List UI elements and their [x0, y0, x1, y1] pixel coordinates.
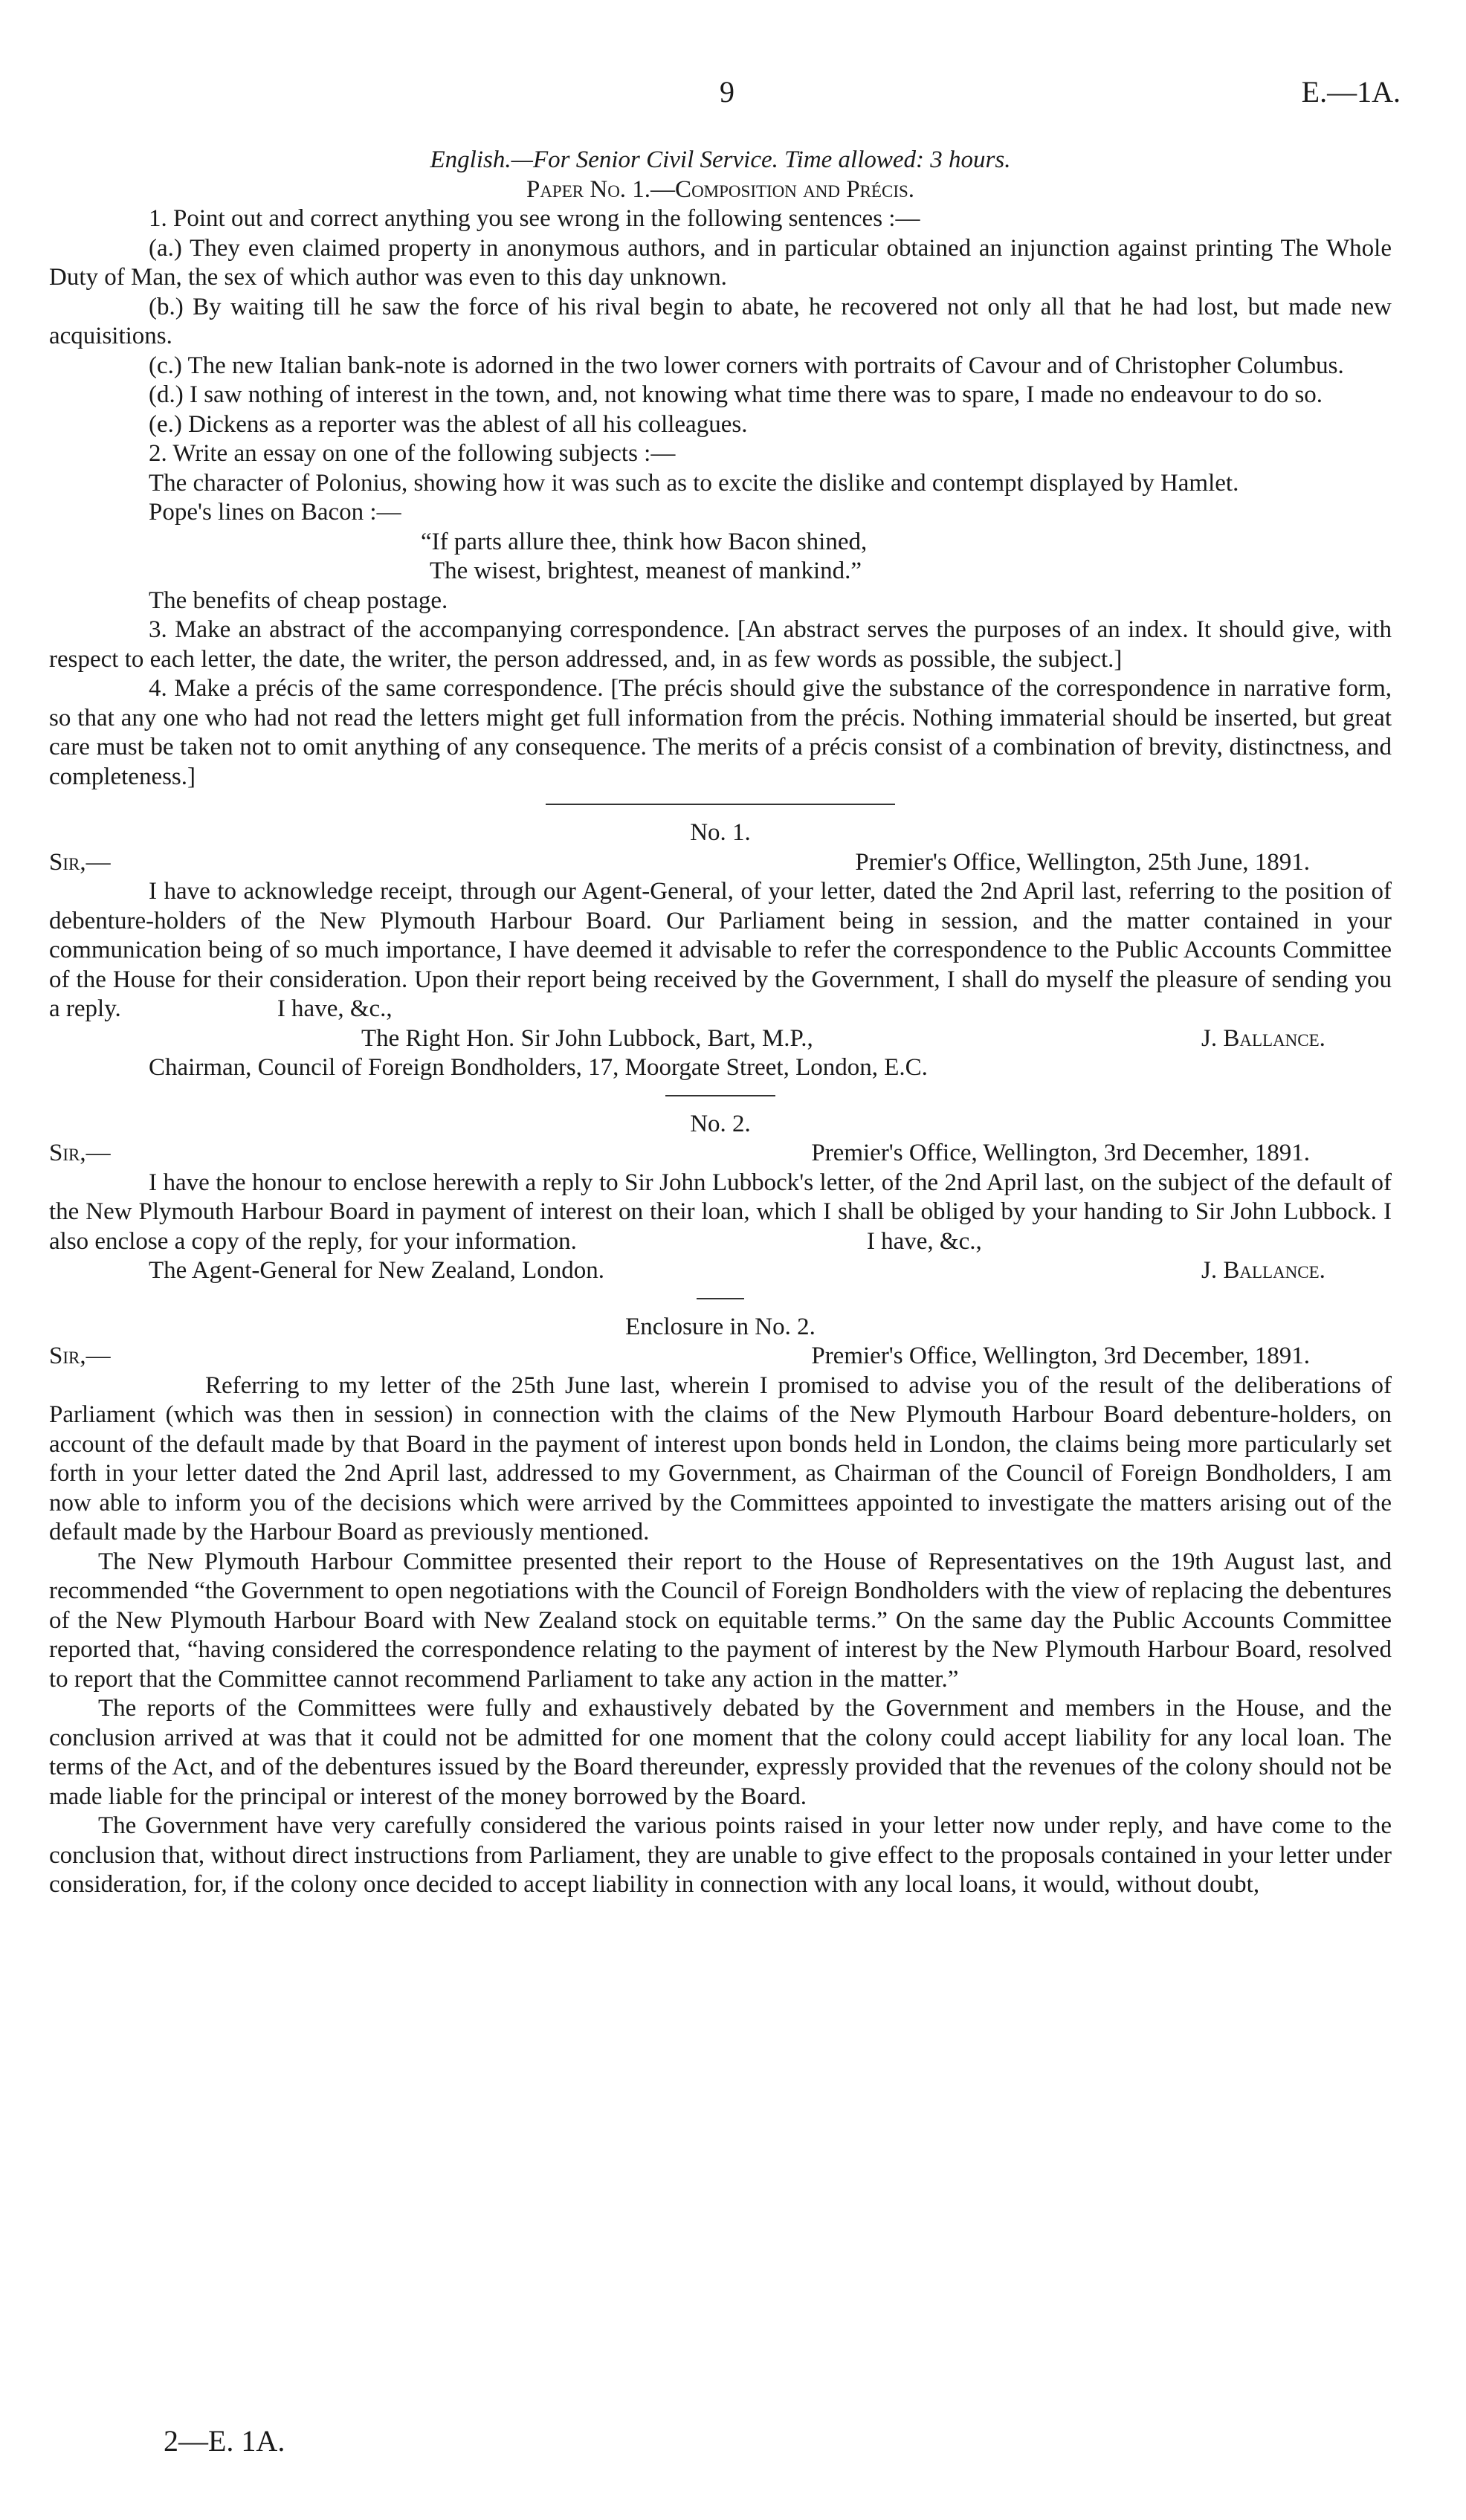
question-1: 1. Point out and correct anything you see wrong in the following sentences :— [149, 205, 920, 232]
enclosure-dateline: Premier's Office, Wellington, 3rd December, 1891. [811, 1343, 1310, 1369]
letter-2-signature: J. Ballance. [1201, 1257, 1325, 1284]
sentence-c: (c.) The new Italian bank-note is adorned in the two lower corners with portraits of Cavour and of Christopher Columbus. [149, 352, 1344, 379]
sentence-d: (d.) I saw nothing of interest in the town, and, not knowing what time there was to spare, I made no endeavour to do so. [149, 381, 1323, 408]
enclosure-paragraph-3: The reports of the Committees were fully and exhaustively debated by the Government and members in the House, and the conclusion arrived at was that it could not be admitted for one moment that the colony could accept liability for any local loan. The terms of the Act, and of the debentures issued by the Board thereunder, expressly provided that the revenues of the colony should not be made liable for the principal or interest of the money borrowed by the Board. [49, 1695, 1392, 1810]
sentence-a: (a.) They even claimed property in anonymous authors, and in particular obtained an injunction against printing The Whole Duty of Man, the sex of which author was even to this day unknown. [49, 234, 1392, 291]
enclosure-salutation: Sir,— [49, 1343, 111, 1369]
paper-title: Paper No. 1.—Composition and Précis. [526, 175, 915, 203]
letter-divider-1 [665, 1095, 775, 1096]
enclosure-heading [49, 1342, 1392, 1372]
letter-1-heading [49, 848, 1392, 878]
enclosure-paragraph-4: The Government have very carefully considered the various points raised in your letter now under reply, and have come to the conclusion that, without direct instructions from Parliament, they are unable to give effect to the proposals contained in your letter under consideration, for, if the colony once decided to accept liability in connection with any local loans, it would, without doubt, [49, 1812, 1392, 1898]
letter-2-body-text: I have the honour to enclose herewith a reply to Sir John Lubbock's letter, of the 2nd April last, on the subject of the default of the New Plymouth Harbour Board in payment of interest on their loan, which I shall be obliged by your handing to Sir John Lubbock. I also enclose a copy of the reply, for your information. [49, 1169, 1392, 1255]
subject-pope: Pope's lines on Bacon :— [149, 499, 401, 526]
letter-1-addressee: The Right Hon. Sir John Lubbock, Bart, M.P., [361, 1024, 813, 1052]
letter-1-addressee-line-2: Chairman, Council of Foreign Bondholders, 17, Moorgate Street, London, E.C. [149, 1054, 928, 1081]
letter-2-addressee: The Agent-General for New Zealand, London. [149, 1257, 605, 1284]
quote-line-2: The wisest, brightest, meanest of mankind.” [430, 558, 862, 584]
enclosure-paragraph-2: The New Plymouth Harbour Committee presented their report to the House of Representatives on the 19th August last, and recommended “the Government to open negotiations with the Council of Foreign Bondholders with the view of replacing the debentures of the New Plymouth Harbour Board with New Zealand stock on equitable terms.” On the same day the Public Accounts Committee reported that, “having considered the correspondence relating to the payment of interest by the New Plymouth Harbour Board, resolved to report that the Committee cannot recommend Parliament to take any action in the matter.” [49, 1548, 1392, 1693]
sentence-e: (e.) Dickens as a reporter was the ablest of all his colleagues. [149, 410, 748, 438]
subject-polonius: The character of Polonius, showing how it was such as to excite the dislike and contempt displayed by Hamlet. [149, 469, 1239, 497]
letter-2-salutation: Sir,— [49, 1140, 111, 1166]
page-number: 9 [720, 75, 734, 109]
letter-1-closing: I have, &c., [277, 995, 393, 1022]
subject-postage: The benefits of cheap postage. [149, 587, 448, 614]
exam-title: English.—For Senior Civil Service. Time allowed: 3 hours. [430, 146, 1011, 173]
letter-2-body [49, 1169, 1392, 1257]
letter-1-salutation: Sir,— [49, 848, 111, 876]
question-4: 4. Make a précis of the same correspondence. [The précis should give the substance of the correspondence in narrative form, so that any one who had not read the letters might get full information from the précis. Nothing immaterial should be inserted, but great care must be taken not to omit anything of any consequence. The merits of a précis consist of a combination of brevity, distinctness, and completeness.] [49, 675, 1392, 790]
question-3: 3. Make an abstract of the accompanying correspondence. [An abstract serves the purposes of an index. It should give, with respect to each letter, the date, the writer, the person addressed, and, in as few words as possible, the subject.] [49, 616, 1392, 673]
letter-2-number: No. 2. [690, 1110, 751, 1137]
sentence-b: (b.) By waiting till he saw the force of his rival begin to abate, he recovered not only all that he had lost, but made new acquisitions. [49, 293, 1392, 349]
letter-1-number: No. 1. [690, 819, 751, 846]
letter-1-signature: J. Ballance. [1201, 1024, 1325, 1052]
letter-2-dateline: Premier's Office, Wellington, 3rd Decemher, 1891. [811, 1140, 1310, 1166]
letter-1-body [49, 877, 1392, 1024]
body-text [49, 146, 1392, 1900]
letter-2-heading [49, 1139, 1392, 1169]
letter-1-dateline: Premier's Office, Wellington, 25th June, 1891. [855, 848, 1310, 876]
signature-mark: 2—E. 1A. [164, 2424, 285, 2458]
letter-divider-2 [697, 1298, 744, 1299]
letter-2-signature-line [49, 1256, 1392, 1286]
document-code: E.—1A. [1301, 75, 1401, 109]
letter-2-closing: I have, &c., [866, 1227, 982, 1255]
letter-1-signature-line [49, 1024, 1392, 1054]
enclosure-title: Enclosure in No. 2. [625, 1313, 816, 1340]
question-2: 2. Write an essay on one of the following subjects :— [149, 440, 676, 467]
enclosure-paragraph-1: Referring to my letter of the 25th June last, wherein I promised to advise you of the result of the deliberations of Parliament (which was then in session) in connection with the claims of the New Plymouth Harbour Board debenture-holders, on account of the default made by that Board in the payment of interest upon bonds held in London, the claims being more particularly set forth in your letter dated the 2nd April last, addressed to my Government, as Chairman of the Council of Foreign Bondholders, I am now able to inform you of the decisions which were arrived by the Committees appointed to investigate the matters arising out of the default made by the Harbour Board as previously mentioned. [49, 1372, 1392, 1545]
section-divider [546, 804, 895, 805]
page-header [0, 74, 1466, 119]
quote-line-1: “If parts allure thee, think how Bacon shined, [421, 528, 868, 555]
letter-1-body-text: I have to acknowledge receipt, through our Agent-General, of your letter, dated the 2nd April last, referring to the position of debenture-holders of the New Plymouth Harbour Board. Our Parliament being in session, and the matter contained in your communication being of so much importance, I have deemed it advisable to refer the correspondence to the Public Accounts Committee of the House for their consideration. Upon their report being received by the Government, I shall do myself the pleasure of sending you a reply. [49, 878, 1392, 1022]
